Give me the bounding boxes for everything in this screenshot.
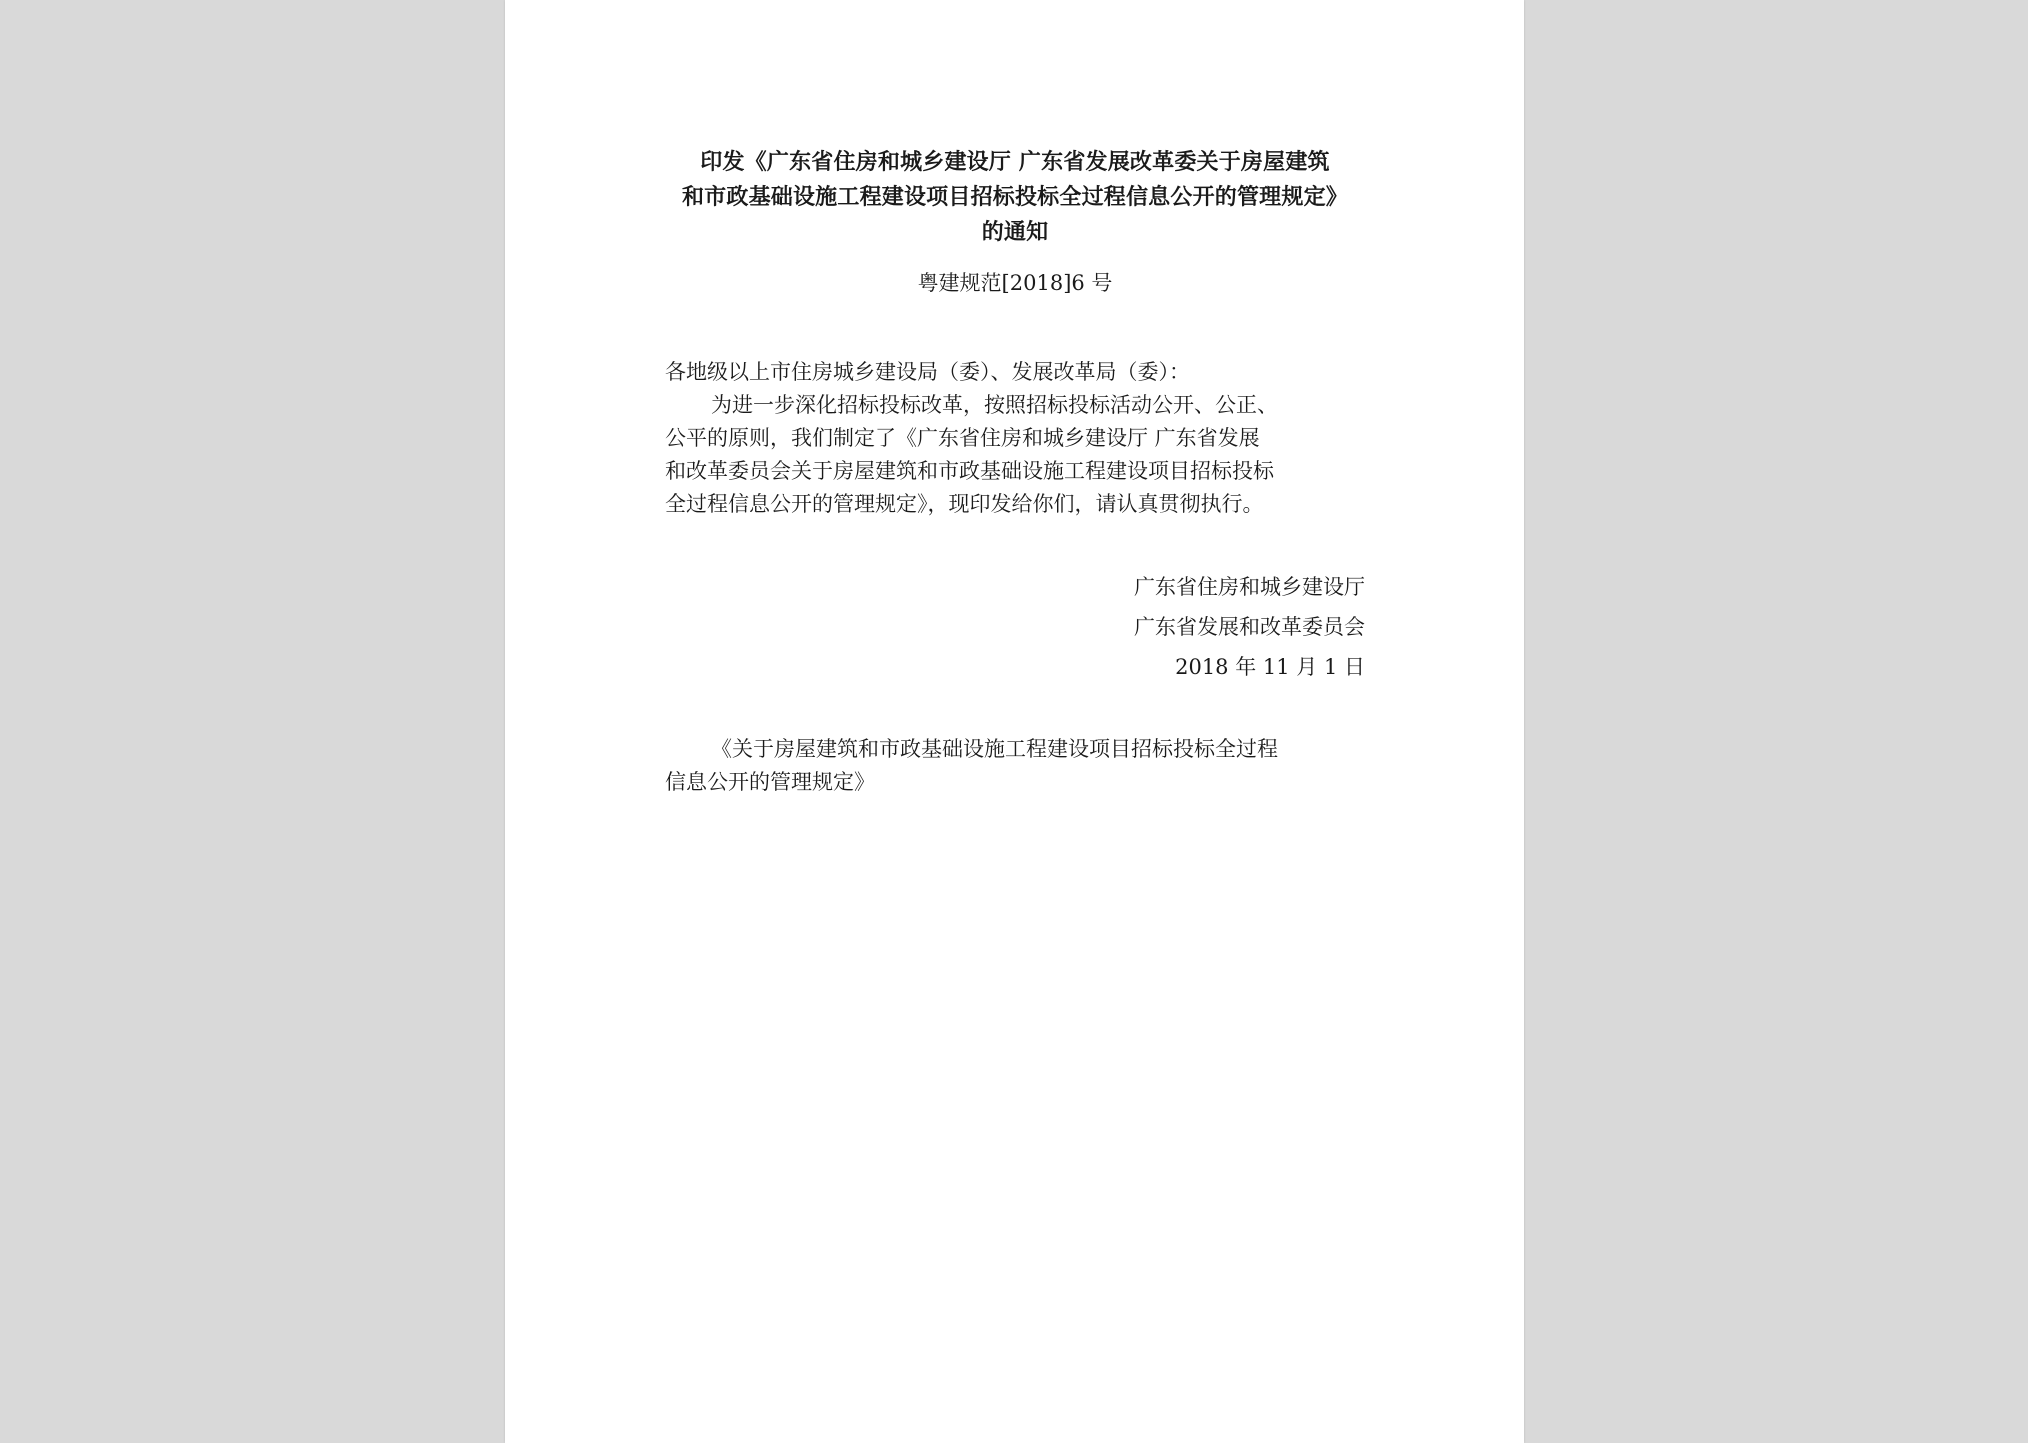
title-line: 印发《广东省住房和城乡建设厅 广东省发展改革委关于房屋建筑 — [700, 150, 1330, 175]
attachment-line: 《关于房屋建筑和市政基础设施工程建设项目招标投标全过程 — [711, 737, 1278, 761]
title-line: 的通知 — [981, 220, 1049, 245]
document-title — [665, 145, 1365, 250]
signature-date: 2018 年 11 月 1 日 — [1175, 655, 1365, 679]
body-paragraph — [665, 389, 1365, 521]
page-content — [665, 145, 1365, 799]
document-number: 粤建规范[2018]6 号 — [917, 271, 1113, 295]
signature-block — [665, 567, 1365, 687]
body-line: 全过程信息公开的管理规定》，现印发给你们，请认真贯彻执行。 — [665, 492, 1264, 516]
body-line: 和改革委员会关于房屋建筑和市政基础设施工程建设项目招标投标 — [665, 459, 1274, 483]
document-page — [505, 0, 1524, 1443]
title-line: 和市政基础设施工程建设项目招标投标全过程信息公开的管理规定》 — [681, 185, 1348, 210]
body-line: 为进一步深化招标投标改革，按照招标投标活动公开、公正、 — [711, 393, 1278, 417]
signature-org-development: 广东省发展和改革委员会 — [1134, 615, 1365, 639]
signature-org-housing: 广东省住房和城乡建设厅 — [1134, 575, 1365, 599]
attachment-line: 信息公开的管理规定》 — [665, 770, 875, 794]
attachment-title — [665, 733, 1365, 799]
body-line: 公平的原则，我们制定了《广东省住房和城乡建设厅 广东省发展 — [665, 426, 1260, 450]
salutation: 各地级以上市住房城乡建设局（委）、发展改革局（委）： — [665, 360, 1190, 384]
